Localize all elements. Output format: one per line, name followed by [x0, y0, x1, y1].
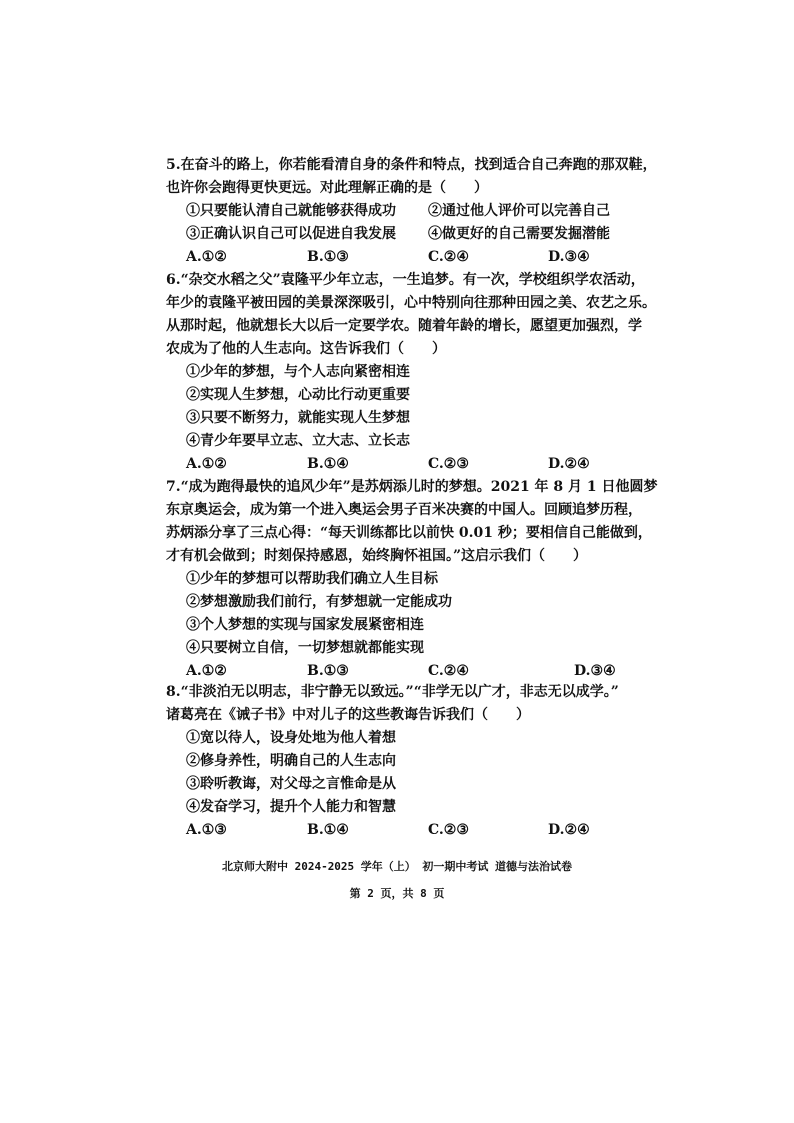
- question-5-stem-line-2: 也许你会跑得更快更远。对此理解正确的是（ ）: [166, 180, 488, 196]
- question-6-option-3: ③只要不断努力，就能实现人生梦想: [186, 410, 410, 426]
- question-7-choice-c: C.②④: [428, 663, 469, 679]
- question-5-choice-c: C.②④: [428, 249, 469, 265]
- question-6: [166, 269, 656, 476]
- question-6-stem-line-1: 6.“杂交水稻之父”袁隆平少年立志，一生追梦。有一次，学校组织学农活动，: [166, 272, 645, 288]
- question-6-stem-line-3: 从那时起，他就想长大以后一定要学农。随着年龄的增长，愿望更加强烈，学: [166, 318, 642, 334]
- question-7-option-4: ④只要树立自信，一切梦想就都能实现: [186, 640, 424, 656]
- question-5-option-1: ①只要能认清自己就能够获得成功: [186, 203, 396, 219]
- question-6-option-2: ②实现人生梦想，心动比行动更重要: [186, 387, 410, 403]
- question-6-option-4: ④青少年要早立志、立大志、立长志: [186, 433, 410, 449]
- question-8-stem-line-2: 诸葛亮在《诫子书》中对儿子的这些教诲告诉我们（ ）: [166, 707, 530, 723]
- question-7-choice-b: B.①③: [307, 663, 349, 679]
- footer-exam-title: 北京师大附中 2024-2025 学年（上） 初一期中考试 道德与法治试卷: [221, 860, 573, 873]
- question-5-option-4: ④做更好的自己需要发掘潜能: [428, 226, 610, 242]
- question-7-option-1: ①少年的梦想可以帮助我们确立人生目标: [186, 571, 438, 587]
- question-5-choice-a: A.①②: [186, 249, 227, 265]
- question-8-option-1: ①宽以待人，设身处地为他人着想: [186, 730, 396, 746]
- question-6-choice-d: D.②④: [548, 456, 590, 472]
- question-7-stem-line-3: 苏炳添分享了三点心得：“每天训练都比以前快 0.01 秒；要相信自己能做到，: [166, 525, 652, 541]
- question-7-stem-line-1: 7.“成为跑得最快的追风少年”是苏炳添儿时的梦想。2021 年 8 月 1 日他圆梦: [166, 479, 658, 495]
- question-5-choice-b: B.①③: [307, 249, 349, 265]
- question-8-option-4: ④发奋学习，提升个人能力和智慧: [186, 799, 396, 815]
- question-8-choices: [166, 819, 636, 842]
- question-7-option-3: ③个人梦想的实现与国家发展紧密相连: [186, 617, 424, 633]
- question-8-choice-a: A.①③: [186, 822, 227, 838]
- question-6-choice-b: B.①④: [307, 456, 349, 472]
- question-6-stem-line-2: 年少的袁隆平被田园的美景深深吸引，心中特别向往那种田园之美、农艺之乐。: [166, 295, 656, 311]
- question-8-stem-line-1: 8.“非淡泊无以明志，非宁静无以致远。”“非学无以广才，非志无以成学。”: [166, 684, 619, 700]
- question-8-option-3: ③聆听教诲，对父母之言惟命是从: [186, 776, 396, 792]
- question-5-option-3: ③正确认识自己可以促进自我发展: [186, 226, 396, 242]
- question-5: [166, 154, 657, 269]
- question-5-options-row-2: [166, 223, 636, 246]
- question-5-options-row-1: [166, 200, 636, 223]
- question-5-option-2: ②通过他人评价可以完善自己: [428, 203, 610, 219]
- question-7: [166, 476, 658, 683]
- question-7-stem-line-2: 东京奥运会，成为第一个进入奥运会男子百米决赛的中国人。回顾追梦历程，: [166, 502, 642, 518]
- question-7-option-2: ②梦想激励我们前行，有梦想就一定能成功: [186, 594, 452, 610]
- question-6-choice-c: C.②③: [428, 456, 469, 472]
- question-5-choices: [166, 246, 636, 269]
- question-7-stem-line-4: 才有机会做到；时刻保持感恩，始终胸怀祖国。”这启示我们（ ）: [166, 548, 588, 564]
- question-8: [166, 681, 636, 842]
- question-7-choice-a: A.①②: [186, 663, 227, 679]
- question-6-choice-a: A.①②: [186, 456, 227, 472]
- question-6-choices: [166, 453, 636, 476]
- question-5-stem-line-1: 5.在奋斗的路上，你若能看清自身的条件和特点，找到适合自己奔跑的那双鞋，: [166, 157, 657, 173]
- question-7-choices: [166, 660, 636, 683]
- question-5-choice-d: D.③④: [548, 249, 590, 265]
- footer-page-number: 第 2 页，共 8 页: [349, 887, 445, 900]
- question-6-stem-line-4: 农成为了他的人生志向。这告诉我们（ ）: [166, 341, 446, 357]
- question-8-choice-d: D.②④: [548, 822, 590, 838]
- question-8-choice-c: C.②③: [428, 822, 469, 838]
- question-6-option-1: ①少年的梦想，与个人志向紧密相连: [186, 364, 410, 380]
- question-8-choice-b: B.①④: [307, 822, 349, 838]
- question-7-choice-d: D.③④: [574, 663, 616, 679]
- question-8-option-2: ②修身养性，明确自己的人生志向: [186, 753, 396, 769]
